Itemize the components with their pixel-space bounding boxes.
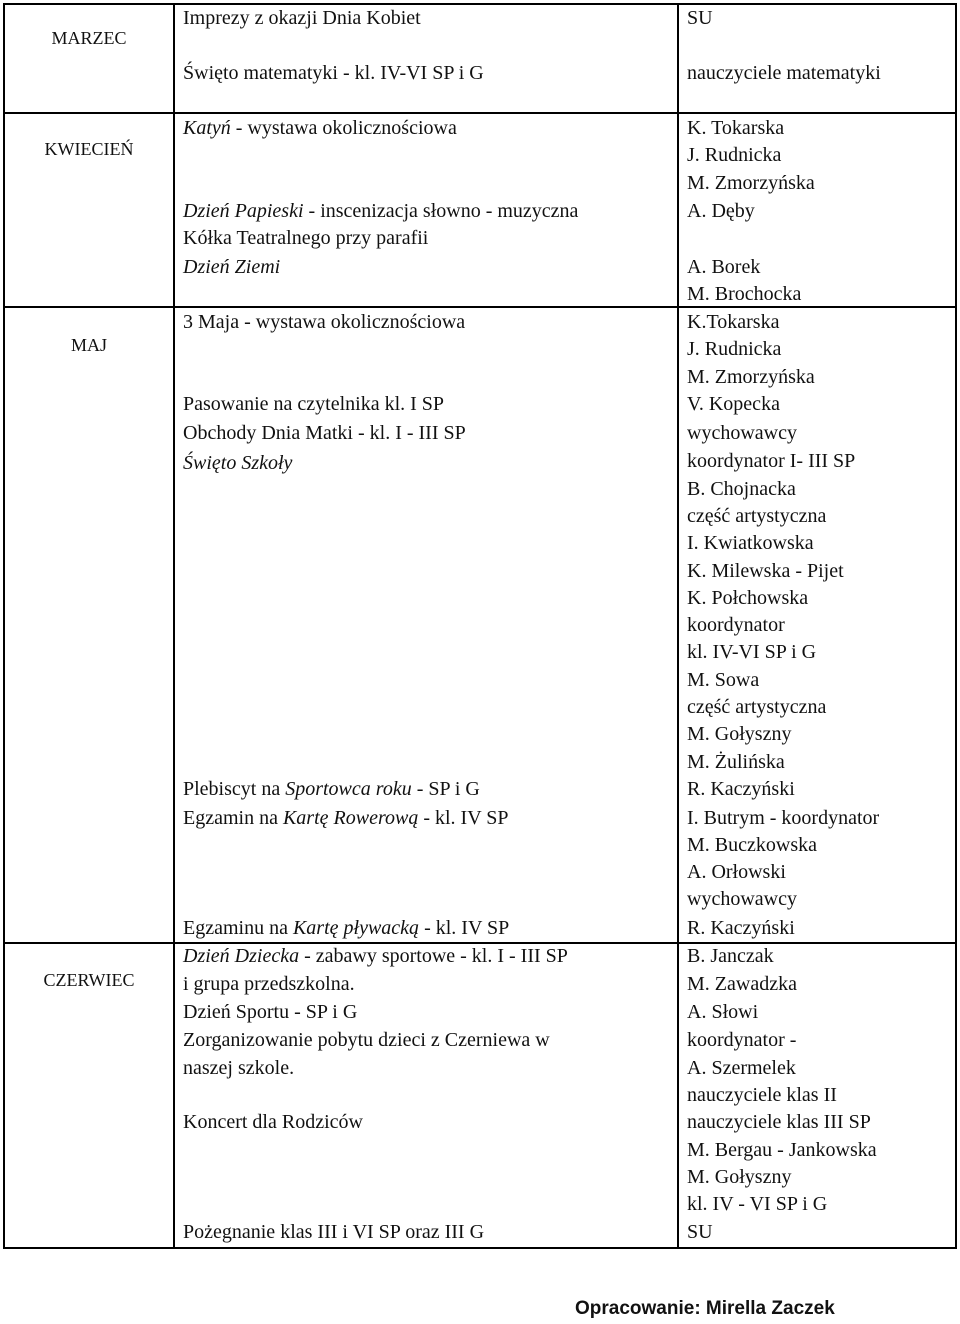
event-papieski-title: Dzień Papieski bbox=[183, 200, 304, 222]
event-plywanie-a: Egzaminu na bbox=[183, 917, 293, 939]
resp-r28: M. Buczkowska bbox=[687, 834, 817, 856]
resp-r14: koordynator I- III SP bbox=[687, 450, 856, 472]
resp-r41: kl. IV - VI SP i G bbox=[687, 1193, 828, 1215]
event-plywanie-c: - kl. IV SP bbox=[419, 917, 510, 939]
resp-r16: część artystyczna bbox=[687, 505, 827, 527]
resp-r12: V. Kopecka bbox=[687, 393, 780, 415]
resp-r11: M. Zmorzyńska bbox=[687, 366, 815, 388]
resp-r22: M. Sowa bbox=[687, 669, 760, 691]
event-czerniewo-line1: Zorganizowanie pobytu dzieci z Czerniewa w bbox=[183, 1029, 550, 1051]
event-egzamin-c: - kl. IV SP bbox=[418, 807, 509, 829]
event-egzamin-b: Kartę Rowerową bbox=[282, 807, 419, 829]
resp-r19: K. Połchowska bbox=[687, 587, 809, 609]
resp-r4: J. Rudnicka bbox=[687, 144, 782, 166]
event-plebiscyt-c: - SP i G bbox=[411, 778, 480, 800]
event-karta-plywacka bbox=[183, 915, 509, 942]
event-plebiscyt-b: Sportowca roku bbox=[285, 778, 412, 800]
resp-r1: SU bbox=[687, 7, 713, 29]
event-dzien-papieski bbox=[183, 198, 578, 225]
resp-r38: nauczyciele klas III SP bbox=[687, 1111, 871, 1133]
resp-r8: M. Brochocka bbox=[687, 283, 802, 305]
resp-r6: A. Dęby bbox=[687, 200, 755, 222]
resp-r2: nauczyciele matematyki bbox=[687, 62, 881, 84]
event-dziecka-desc: - zabawy sportowe - kl. I - III SP bbox=[299, 945, 568, 967]
event-koncert: Koncert dla Rodziców bbox=[183, 1111, 363, 1133]
event-czerniewo-line2: naszej szkole. bbox=[183, 1057, 295, 1079]
resp-r24: M. Gołyszny bbox=[687, 723, 792, 745]
month-czerwiec: CZERWIEC bbox=[43, 970, 135, 990]
row-divider-kwiecien bbox=[3, 306, 957, 308]
resp-r25: M. Żulińska bbox=[687, 751, 785, 773]
resp-r15: B. Chojnacka bbox=[687, 478, 796, 500]
event-dzien-kobiet: Imprezy z okazji Dnia Kobiet bbox=[183, 7, 421, 29]
table-border-left bbox=[3, 3, 5, 1249]
resp-r35: koordynator - bbox=[687, 1029, 797, 1051]
resp-r17: I. Kwiatkowska bbox=[687, 532, 814, 554]
resp-r39: M. Bergau - Jankowska bbox=[687, 1139, 877, 1161]
resp-r36: A. Szermelek bbox=[687, 1057, 796, 1079]
event-katyn-title: Katyń bbox=[183, 117, 231, 139]
resp-r33: M. Zawadzka bbox=[687, 973, 797, 995]
event-katyn-desc: - wystawa okolicznościowa bbox=[230, 117, 457, 139]
event-dzien-ziemi: Dzień Ziemi bbox=[183, 256, 281, 278]
resp-r10: J. Rudnicka bbox=[687, 338, 782, 360]
resp-r13: wychowawcy bbox=[687, 422, 797, 444]
resp-r31: R. Kaczyński bbox=[687, 917, 795, 939]
event-pasowanie: Pasowanie na czytelnika kl. I SP bbox=[183, 393, 445, 415]
event-dzien-sportu: Dzień Sportu - SP i G bbox=[183, 1001, 358, 1023]
row-divider-marzec bbox=[3, 112, 957, 114]
event-papieski-line2: Kółka Teatralnego przy parafii bbox=[183, 227, 429, 249]
resp-r42: SU bbox=[687, 1221, 713, 1243]
month-kwiecien: KWIECIEŃ bbox=[44, 139, 134, 159]
event-plebiscyt bbox=[183, 776, 480, 803]
resp-r30: wychowawcy bbox=[687, 888, 797, 910]
event-papieski-desc: - inscenizacja słowno - muzyczna bbox=[303, 200, 579, 222]
author-footer: Opracowanie: Mirella Zaczek bbox=[575, 1298, 835, 1319]
resp-r37: nauczyciele klas II bbox=[687, 1084, 837, 1106]
event-karta-rowerowa bbox=[183, 805, 509, 832]
resp-r18: K. Milewska - Pijet bbox=[687, 560, 844, 582]
resp-r27: I. Butrym - koordynator bbox=[687, 807, 880, 829]
event-pozegnanie: Pożegnanie klas III i VI SP oraz III G bbox=[183, 1221, 485, 1243]
resp-r5: M. Zmorzyńska bbox=[687, 172, 815, 194]
resp-r34: A. Słowi bbox=[687, 1001, 759, 1023]
resp-r20: koordynator bbox=[687, 614, 785, 636]
event-swieto-matematyki: Święto matematyki - kl. IV-VI SP i G bbox=[183, 62, 484, 84]
event-3-maja: 3 Maja - wystawa okolicznościowa bbox=[183, 311, 466, 333]
event-dzien-matki: Obchody Dnia Matki - kl. I - III SP bbox=[183, 422, 466, 444]
resp-r3: K. Tokarska bbox=[687, 117, 785, 139]
table-border-bottom bbox=[3, 1247, 957, 1249]
resp-r29: A. Orłowski bbox=[687, 861, 786, 883]
event-dziecka-title: Dzień Dziecka bbox=[183, 945, 300, 967]
resp-r26: R. Kaczyński bbox=[687, 778, 795, 800]
event-egzamin-a: Egzamin na bbox=[183, 807, 283, 829]
table-border-col1 bbox=[173, 3, 175, 1249]
resp-r32: B. Janczak bbox=[687, 945, 774, 967]
event-plywanie-b: Kartę pływacką bbox=[292, 917, 420, 939]
resp-r7: A. Borek bbox=[687, 256, 761, 278]
month-maj: MAJ bbox=[70, 335, 107, 355]
event-dziecka-line2: i grupa przedszkolna. bbox=[183, 973, 355, 995]
event-katyn bbox=[183, 115, 457, 142]
event-dzien-dziecka bbox=[183, 943, 568, 970]
resp-r9: K.Tokarska bbox=[687, 311, 780, 333]
resp-r21: kl. IV-VI SP i G bbox=[687, 641, 817, 663]
resp-r23: część artystyczna bbox=[687, 696, 827, 718]
table-border-top bbox=[3, 3, 957, 5]
month-marzec: MARZEC bbox=[51, 28, 127, 48]
resp-r40: M. Gołyszny bbox=[687, 1166, 792, 1188]
table-border-right bbox=[955, 3, 957, 1249]
event-plebiscyt-a: Plebiscyt na bbox=[183, 778, 286, 800]
event-swieto-szkoly: Święto Szkoły bbox=[183, 452, 293, 474]
table-border-col2 bbox=[677, 3, 679, 1249]
